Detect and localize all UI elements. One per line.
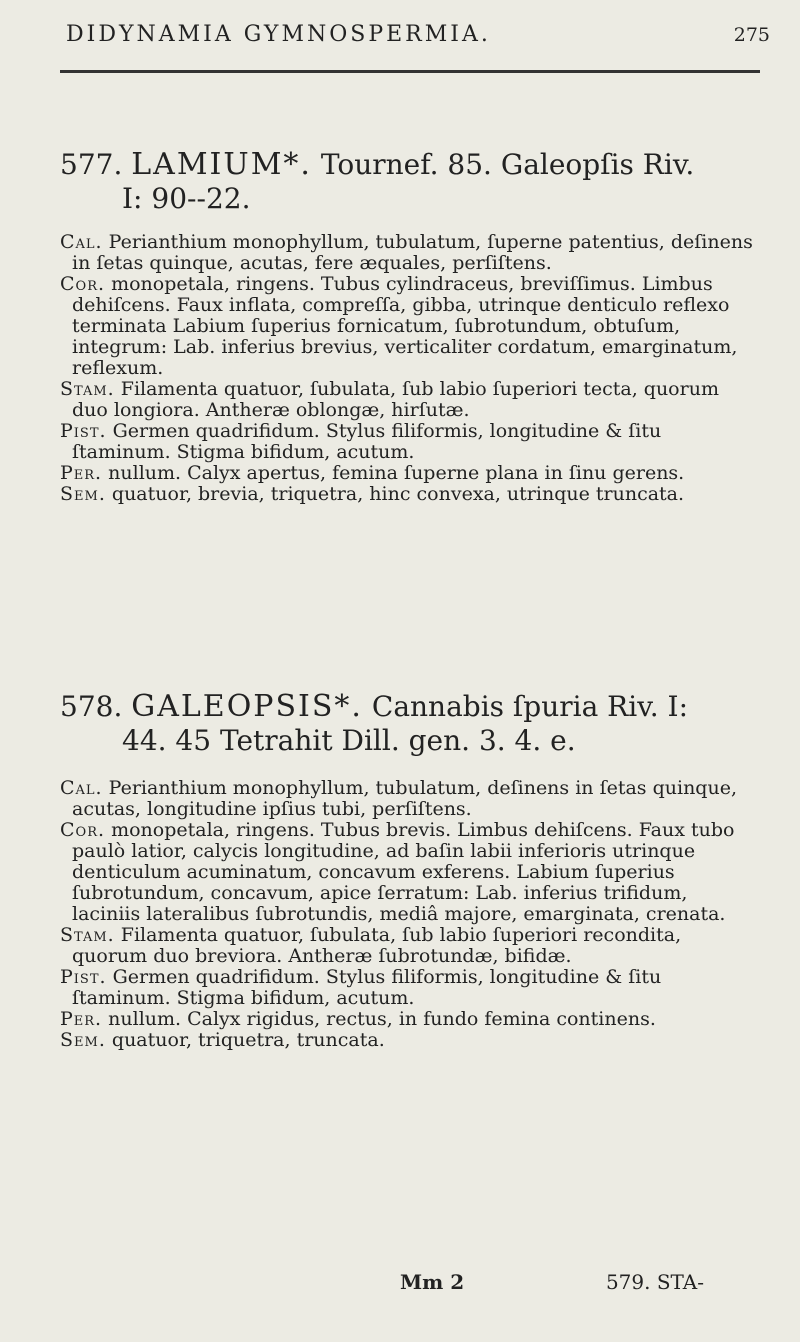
paragraph-cor <box>60 820 760 925</box>
paragraph-text: Filamenta quatuor, ſubulata, ſub labio ſuperiori tecta, quorum duo longiora. Antheræ oblongæ, hirſutæ. <box>72 378 719 421</box>
description-577 <box>60 232 760 505</box>
paragraph-text: Perianthium monophyllum, tubulatum, ſuperne patentius, deſinens in ſetas quinque, acutas, fere æquales, perſiſtens. <box>72 231 753 274</box>
genus-name: LAMIUM*. <box>131 147 312 182</box>
paragraph-stam <box>60 925 760 967</box>
page-footer <box>400 1270 760 1294</box>
paragraph-text: quatuor, triquetra, truncata. <box>111 1029 385 1051</box>
paragraph-label: Stam. <box>60 924 115 946</box>
paragraph-label: Per. <box>60 1008 103 1030</box>
paragraph-label: Per. <box>60 462 103 484</box>
paragraph-per <box>60 463 760 484</box>
paragraph-text: nullum. Calyx rigidus, rectus, in fundo femina continens. <box>108 1008 656 1030</box>
paragraph-text: monopetala, ringens. Tubus cylindraceus, breviſſimus. Limbus dehiſcens. Faux inflata, compreſſa, gibba, utrinque denticulo reflexo terminata Labium ſuperius fornicatum, ſubrotundum, obtuſum, integrum: Lab. inferius brevius, verticaliter cordatum, emarginatum, reflexum. <box>72 273 738 379</box>
paragraph-text: Perianthium monophyllum, tubulatum, deſinens in ſetas quinque, acutas, longitudine ipſius tubi, perſiſtens. <box>72 777 737 820</box>
page-number: 275 <box>733 24 770 46</box>
paragraph-label: Sem. <box>60 483 106 505</box>
paragraph-label: Cor. <box>60 819 106 841</box>
paragraph-text: quatuor, brevia, triquetra, hinc convexa, utrinque truncata. <box>111 483 685 505</box>
paragraph-label: Sem. <box>60 1029 106 1051</box>
header-rule <box>60 70 760 73</box>
signature-mark: Mm 2 <box>400 1270 465 1294</box>
entry-reference-line2: 44. 45 Tetrahit Dill. gen. 3. 4. e. <box>122 724 576 757</box>
paragraph-label: Pist. <box>60 420 107 442</box>
paragraph-cal <box>60 778 760 820</box>
paragraph-text: Filamenta quatuor, ſubulata, ſub labio ſuperiori recondita, quorum duo breviora. Antheræ ſubrotundæ, bifidæ. <box>72 924 682 967</box>
entry-number: 577. <box>60 148 123 181</box>
paragraph-text: Germen quadrifidum. Stylus filiformis, longitudine & ſitu ſtaminum. Stigma bifidum, acutum. <box>72 420 662 463</box>
entry-reference-line2: I: 90--22. <box>122 182 251 215</box>
paragraph-label: Pist. <box>60 966 107 988</box>
entry-reference: Tournef. 85. Galeopſis Riv. <box>320 148 695 181</box>
paragraph-label: Stam. <box>60 378 115 400</box>
paragraph-text: monopetala, ringens. Tubus brevis. Limbus dehiſcens. Faux tubo paulò latior, calycis longitudine, ad baſin labii inferioris utrinque denticulum acuminatum, concavum exferens. Labium ſuperius ſubrotundum, concavum, apice ſerratum: Lab. inferius trifidum, laciniis lateralibus ſubrotundis, mediâ majore, emarginata, crenata. <box>72 819 735 925</box>
description-578 <box>60 778 760 1051</box>
catchword: 579. STA- <box>605 1270 704 1294</box>
page-header <box>66 22 770 47</box>
paragraph-cal <box>60 232 760 274</box>
entry-number: 578. <box>60 690 123 723</box>
paragraph-stam <box>60 379 760 421</box>
paragraph-text: nullum. Calyx apertus, femina ſuperne plana in ſinu gerens. <box>108 462 685 484</box>
paragraph-cor <box>60 274 760 379</box>
running-title: DIDYNAMIA GYMNOSPERMIA. <box>66 22 491 47</box>
entry-title-577 <box>60 148 760 216</box>
paragraph-label: Cal. <box>60 231 103 253</box>
paragraph-label: Cal. <box>60 777 103 799</box>
entry-reference: Cannabis ſpuria Riv. I: <box>371 690 688 723</box>
paragraph-pist <box>60 421 760 463</box>
paragraph-text: Germen quadrifidum. Stylus filiformis, longitudine & ſitu ſtaminum. Stigma bifidum, acutum. <box>72 966 662 1009</box>
entry-title-578 <box>60 690 760 758</box>
paragraph-per <box>60 1009 760 1030</box>
paragraph-sem <box>60 1030 760 1051</box>
paragraph-pist <box>60 967 760 1009</box>
genus-name: GALEOPSIS*. <box>131 689 363 724</box>
paragraph-label: Cor. <box>60 273 106 295</box>
paragraph-sem <box>60 484 760 505</box>
